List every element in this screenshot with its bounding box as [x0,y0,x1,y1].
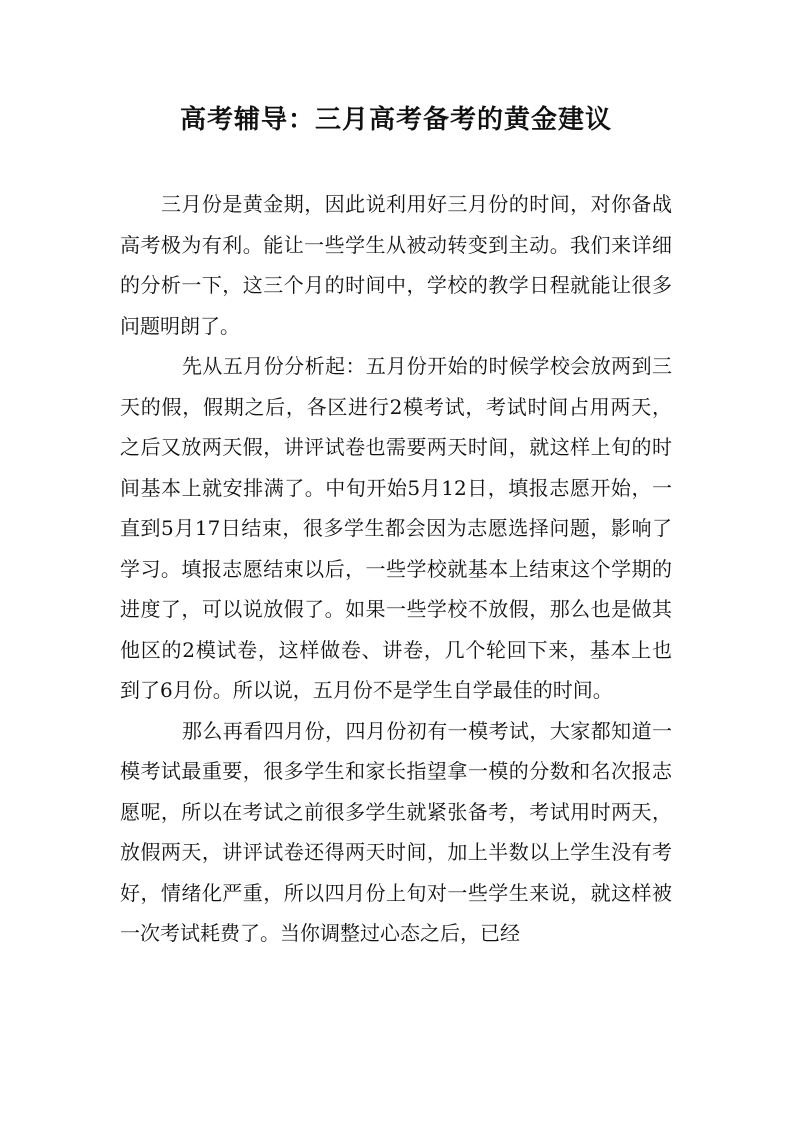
paragraph-3: 那么再看四月份，四月份初有一模考试，大家都知道一模考试最重要，很多学生和家长指望拿一模的分数和名次报志愿呢，所以在考试之前很多学生就紧张备考，考试用时两天，放假两天，讲评试卷还得两天时间，加上半数以上学生没有考好，情绪化严重，所以四月份上旬对一些学生来说，就这样被一次考试耗费了。当你调整过心态之后，已经 [120,718,672,945]
paragraph-2: 先从五月份分析起：五月份开始的时候学校会放两到三天的假，假期之后，各区进行2模考试，考试时间占用两天，之后又放两天假，讲评试卷也需要两天时间，就这样上旬的时间基本上就安排满了。中旬开始5月12日，填报志愿开始，一直到5月17日结束，很多学生都会因为志愿选择问题，影响了学习。填报志愿结束以后，一些学校就基本上结束这个学期的进度了，可以说放假了。如果一些学校不放假，那么也是做其他区的2模试卷，这样做卷、讲卷，几个轮回下来，基本上也到了6月份。所以说，五月份不是学生自学最佳的时间。 [120,354,672,702]
document-title: 高考辅导：三月高考备考的黄金建议 [179,105,612,135]
paragraph-1: 三月份是黄金期，因此说利用好三月份的时间，对你备战高考极为有利。能让一些学生从被动转变到主动。我们来详细的分析一下，这三个月的时间中，学校的教学日程就能让很多问题明朗了。 [120,192,672,338]
document-body [120,184,672,954]
